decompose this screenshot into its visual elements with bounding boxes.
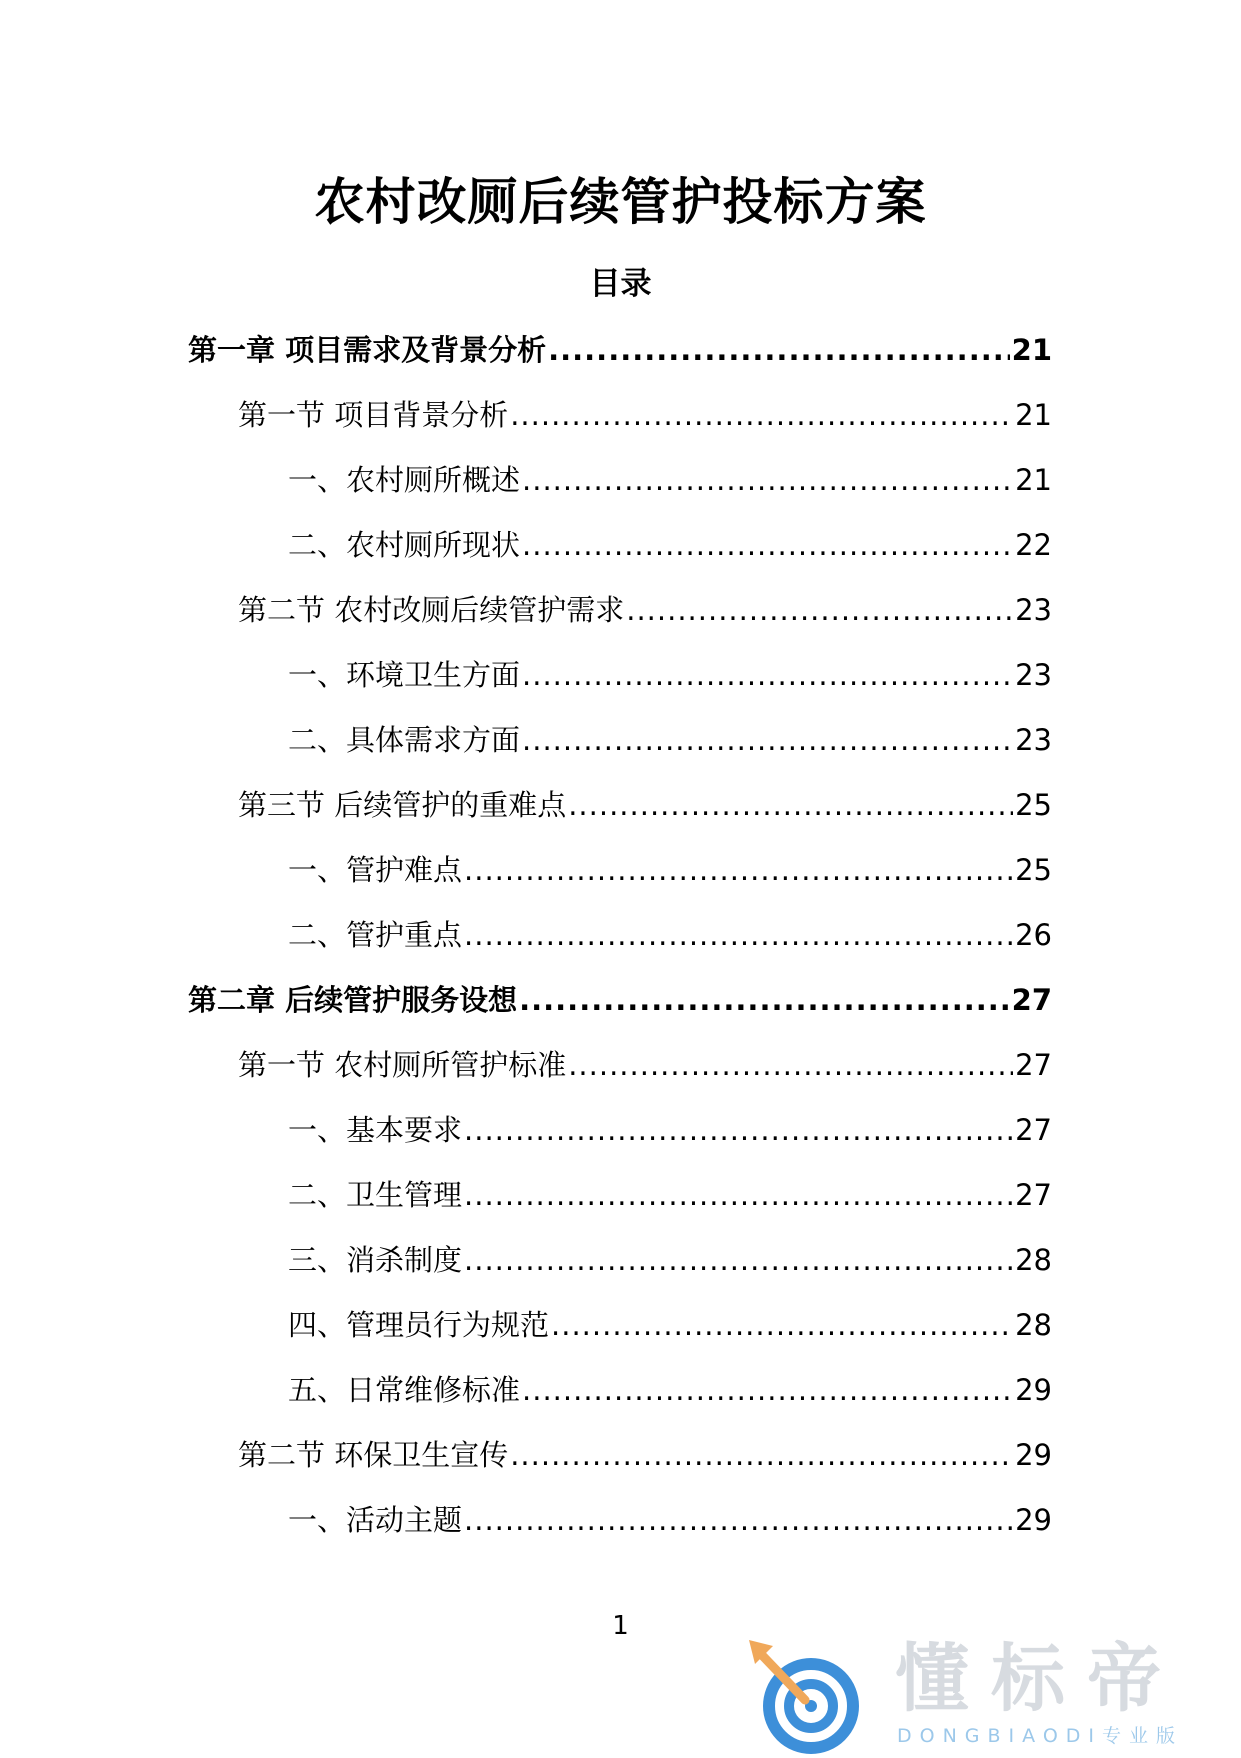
toc-leader-dots xyxy=(568,1042,1013,1088)
toc-entry-section[interactable] xyxy=(188,587,1052,652)
toc-entry-text: 第二节 农村改厕后续管护需求 xyxy=(238,593,625,627)
toc-entry-page: 25 xyxy=(1015,853,1052,887)
toc-leader-dots xyxy=(522,1367,1013,1413)
toc-entry-subsection[interactable] xyxy=(188,847,1052,912)
toc-entry-page: 22 xyxy=(1015,528,1052,562)
toc-entry-page: 26 xyxy=(1015,918,1052,952)
toc-entry-page: 23 xyxy=(1015,658,1052,692)
toc-leader-dots xyxy=(522,652,1013,698)
toc-entry-text: 一、基本要求 xyxy=(288,1113,463,1147)
toc-leader-dots xyxy=(522,717,1013,763)
toc-entry-text: 二、具体需求方面 xyxy=(288,723,521,757)
toc-entry-page: 28 xyxy=(1015,1308,1052,1342)
toc-entry-subsection[interactable] xyxy=(188,912,1052,977)
toc-entry-text: 第三节 后续管护的重难点 xyxy=(238,788,567,822)
toc-leader-dots xyxy=(464,912,1013,958)
toc-entry-section[interactable] xyxy=(188,392,1052,457)
toc-entry-page: 25 xyxy=(1015,788,1052,822)
toc-leader-dots xyxy=(464,1237,1013,1283)
watermark xyxy=(745,1636,1215,1754)
toc-entry-section[interactable] xyxy=(188,1432,1052,1497)
toc-entry-text: 一、活动主题 xyxy=(288,1503,463,1537)
toc-entry-subsection[interactable] xyxy=(188,1172,1052,1237)
watermark-subtitle: DONGBIAODI专业版 xyxy=(897,1725,1184,1747)
toc-entry-section[interactable] xyxy=(188,1042,1052,1107)
toc-entry-page: 29 xyxy=(1015,1438,1052,1472)
watermark-name: 懂标帝 xyxy=(895,1636,1183,1722)
toc-entry-text: 第一节 农村厕所管护标准 xyxy=(238,1048,567,1082)
toc-entry-chapter-1[interactable] xyxy=(188,327,1052,392)
toc-entry-text: 二、农村厕所现状 xyxy=(288,528,521,562)
toc-entry-subsection[interactable] xyxy=(188,1302,1052,1367)
toc-entry-text: 第一章 项目需求及背景分析 xyxy=(188,333,547,367)
toc-entry-page: 27 xyxy=(1015,1048,1052,1082)
toc-entry-subsection[interactable] xyxy=(188,717,1052,782)
toc-entry-subsection[interactable] xyxy=(188,652,1052,717)
toc-entry-page: 27 xyxy=(1011,983,1052,1017)
toc-entry-text: 一、农村厕所概述 xyxy=(288,463,521,497)
toc-leader-dots xyxy=(510,392,1013,438)
toc-leader-dots xyxy=(522,522,1013,568)
toc-entry-page: 29 xyxy=(1015,1503,1052,1537)
toc-entry-text: 一、管护难点 xyxy=(288,853,463,887)
toc-leader-dots xyxy=(522,457,1013,503)
toc-entry-text: 二、管护重点 xyxy=(288,918,463,952)
toc-leader-dots xyxy=(464,847,1013,893)
toc-leader-dots xyxy=(519,977,1010,1023)
toc-entry-page: 29 xyxy=(1015,1373,1052,1407)
toc-entry-section[interactable] xyxy=(188,782,1052,847)
toc-leader-dots xyxy=(510,1432,1013,1478)
toc-leader-dots xyxy=(551,1302,1013,1348)
toc-entry-text: 一、环境卫生方面 xyxy=(288,658,521,692)
target-arrow-icon xyxy=(745,1636,865,1754)
toc-entry-subsection[interactable] xyxy=(188,1367,1052,1432)
toc-entry-page: 21 xyxy=(1015,463,1052,497)
toc-leader-dots xyxy=(568,782,1013,828)
toc-entry-page: 27 xyxy=(1015,1178,1052,1212)
toc-entry-page: 23 xyxy=(1015,593,1052,627)
toc-entry-subsection[interactable] xyxy=(188,457,1052,522)
document-title: 农村改厕后续管护投标方案 xyxy=(314,173,927,231)
toc-leader-dots xyxy=(464,1497,1013,1543)
toc-entry-page: 28 xyxy=(1015,1243,1052,1277)
table-of-contents xyxy=(188,327,1052,1562)
toc-entry-page: 27 xyxy=(1015,1113,1052,1147)
toc-entry-subsection[interactable] xyxy=(188,1107,1052,1172)
toc-entry-text: 五、日常维修标准 xyxy=(288,1373,521,1407)
toc-entry-text: 第一节 项目背景分析 xyxy=(238,398,509,432)
toc-entry-text: 三、消杀制度 xyxy=(288,1243,463,1277)
page-number: 1 xyxy=(612,1611,629,1641)
toc-entry-text: 第二章 后续管护服务设想 xyxy=(188,983,518,1017)
toc-entry-page: 21 xyxy=(1011,333,1052,367)
toc-entry-text: 二、卫生管理 xyxy=(288,1178,463,1212)
toc-leader-dots xyxy=(464,1107,1013,1153)
toc-entry-subsection[interactable] xyxy=(188,1497,1052,1562)
toc-leader-dots xyxy=(548,327,1010,373)
toc-leader-dots xyxy=(626,587,1013,633)
toc-entry-subsection[interactable] xyxy=(188,522,1052,587)
toc-entry-subsection[interactable] xyxy=(188,1237,1052,1302)
toc-heading: 目录 xyxy=(589,266,652,302)
toc-entry-text: 四、管理员行为规范 xyxy=(288,1308,550,1342)
toc-entry-chapter-2[interactable] xyxy=(188,977,1052,1042)
toc-entry-text: 第二节 环保卫生宣传 xyxy=(238,1438,509,1472)
toc-entry-page: 23 xyxy=(1015,723,1052,757)
toc-leader-dots xyxy=(464,1172,1013,1218)
toc-entry-page: 21 xyxy=(1015,398,1052,432)
